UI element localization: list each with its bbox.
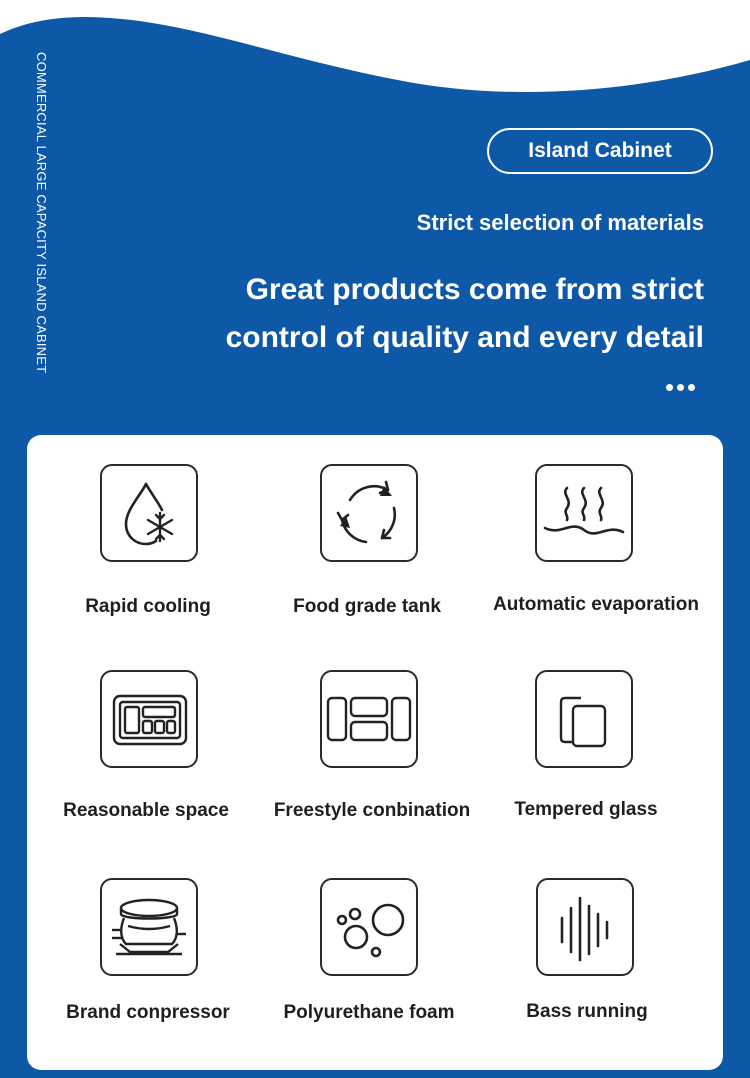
feature-label-bass-running: Bass running [526,1001,648,1022]
compartment-layout-icon [100,670,198,768]
feature-label-rapid-cooling: Rapid cooling [85,596,211,617]
modular-blocks-icon [320,670,418,768]
steam-waves-icon [535,464,633,562]
glass-panels-icon [535,670,633,768]
headline [104,266,704,362]
feature-label-brand-conpressor: Brand conpressor [66,1002,230,1023]
header-wave [0,0,750,110]
features-card [27,435,723,1070]
feature-label-freestyle-conbination: Freestyle conbination [273,800,471,821]
headline-line-1: Great products come from strict [245,273,704,306]
island-cabinet-badge [487,128,713,174]
feature-label-polyurethane-foam: Polyurethane foam [283,1002,455,1023]
cycle-arrows-icon [320,464,418,562]
feature-label-reasonable-space: Reasonable space [63,800,229,821]
feature-label-automatic-evaporation: Automatic evaporation [493,594,699,615]
sound-bars-icon [536,878,634,976]
water-drop-snowflake-icon [100,464,198,562]
compressor-icon [100,878,198,976]
subtitle: Strict selection of materials [416,210,704,235]
headline-line-2: control of quality and every detail [225,321,704,354]
ellipsis-dots [666,378,706,386]
feature-label-food-grade-tank: Food grade tank [293,596,441,617]
feature-label-tempered-glass: Tempered glass [514,799,658,820]
badge-label: Island Cabinet [528,139,672,162]
foam-bubbles-icon [320,878,418,976]
side-caption: COMMERCIAL LARGE CAPACITY ISLAND CABINET [34,52,49,374]
